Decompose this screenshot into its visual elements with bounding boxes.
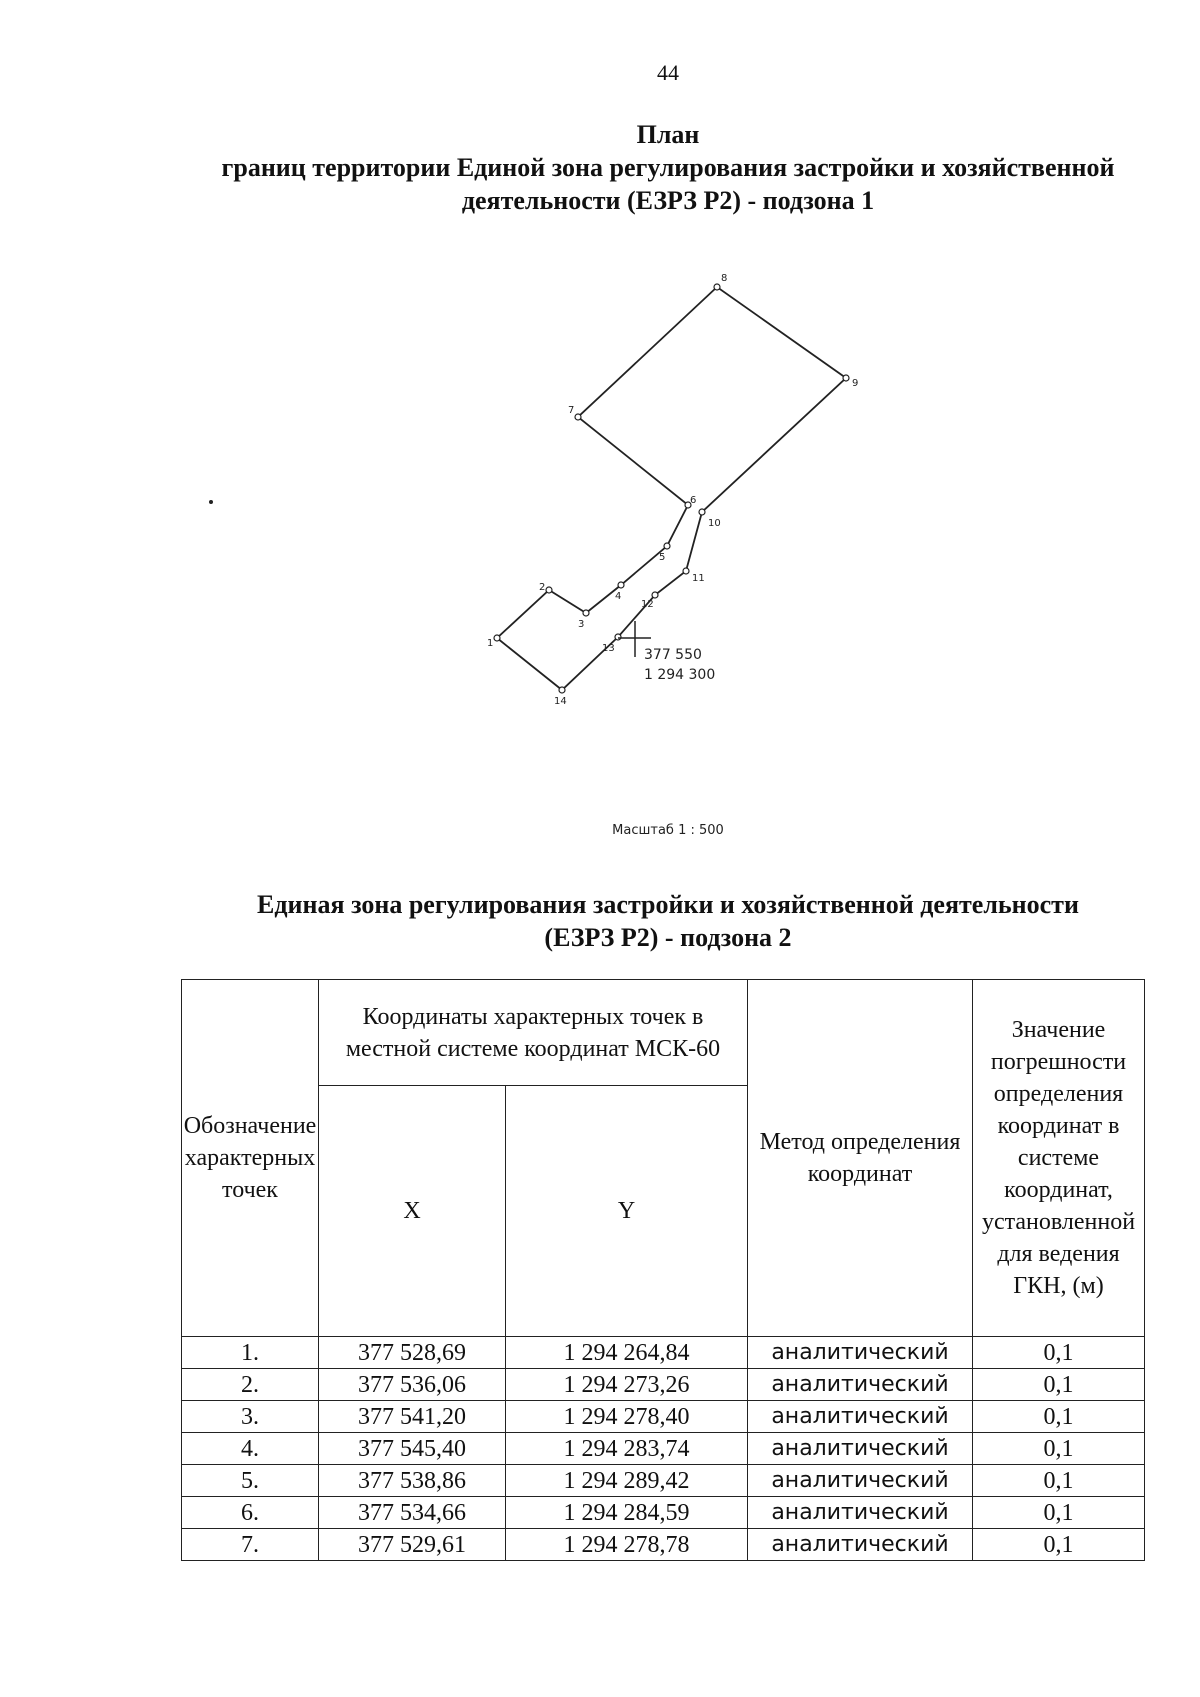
plan-title-line-2: границ территории Единой зона регулирования застройки и хозяйственной bbox=[221, 153, 1115, 182]
vertex-label: 13 bbox=[602, 643, 615, 654]
vertex-label: 3 bbox=[578, 619, 585, 630]
cell-error: 0,1 bbox=[973, 1401, 1145, 1433]
cell-point-number: 3. bbox=[182, 1401, 319, 1433]
vertex-label: 12 bbox=[641, 599, 654, 610]
cell-method: аналитический bbox=[748, 1369, 973, 1401]
table-body bbox=[182, 1337, 1145, 1561]
boundary-line bbox=[497, 287, 846, 690]
cell-error: 0,1 bbox=[973, 1337, 1145, 1369]
cell-error: 0,1 bbox=[973, 1497, 1145, 1529]
cell-x: 377 541,20 bbox=[319, 1401, 506, 1433]
header-designation: Обозначение характерных точек bbox=[182, 980, 319, 1337]
header-error: Значение погрешности определения координат в системе координат, установленной для ведения ГКН, (м) bbox=[973, 980, 1145, 1337]
table-row bbox=[182, 1497, 1145, 1529]
vertex-marker bbox=[683, 568, 689, 574]
header-y: Y bbox=[506, 1086, 748, 1337]
vertex-label: 6 bbox=[690, 495, 697, 506]
cell-y: 1 294 283,74 bbox=[506, 1433, 748, 1465]
cell-x: 377 528,69 bbox=[319, 1337, 506, 1369]
table-row bbox=[182, 1401, 1145, 1433]
cell-method: аналитический bbox=[748, 1401, 973, 1433]
cell-point-number: 4. bbox=[182, 1433, 319, 1465]
boundary-vertex-labels bbox=[487, 273, 858, 707]
boundary-polygon bbox=[497, 287, 846, 690]
page-number: 44 bbox=[657, 60, 679, 85]
cell-y: 1 294 278,40 bbox=[506, 1401, 748, 1433]
cell-method: аналитический bbox=[748, 1497, 973, 1529]
vertex-marker bbox=[546, 587, 552, 593]
vertex-marker bbox=[618, 582, 624, 588]
table-row bbox=[182, 1369, 1145, 1401]
vertex-label: 9 bbox=[852, 378, 859, 389]
coordinates-table bbox=[181, 979, 1145, 1561]
vertex-label: 5 bbox=[659, 552, 666, 563]
cell-method: аналитический bbox=[748, 1465, 973, 1497]
cell-point-number: 6. bbox=[182, 1497, 319, 1529]
cell-y: 1 294 273,26 bbox=[506, 1369, 748, 1401]
cell-y: 1 294 284,59 bbox=[506, 1497, 748, 1529]
reference-x-label: 377 550 bbox=[644, 647, 702, 663]
vertex-marker bbox=[664, 543, 670, 549]
scale-label: Масштаб 1 : 500 bbox=[612, 823, 724, 838]
table-title-line-2: (ЕЗРЗ Р2) - подзона 2 bbox=[544, 923, 792, 952]
cell-error: 0,1 bbox=[973, 1433, 1145, 1465]
vertex-label: 2 bbox=[539, 582, 546, 593]
table-row bbox=[182, 1529, 1145, 1561]
cell-point-number: 2. bbox=[182, 1369, 319, 1401]
header-method: Метод определения координат bbox=[748, 980, 973, 1337]
cell-y: 1 294 278,78 bbox=[506, 1529, 748, 1561]
cell-y: 1 294 289,42 bbox=[506, 1465, 748, 1497]
table-section-title bbox=[0, 888, 1200, 954]
cell-method: аналитический bbox=[748, 1433, 973, 1465]
vertex-label: 14 bbox=[554, 696, 567, 707]
cell-error: 0,1 bbox=[973, 1369, 1145, 1401]
vertex-marker bbox=[559, 687, 565, 693]
vertex-label: 10 bbox=[708, 518, 721, 529]
cell-x: 377 536,06 bbox=[319, 1369, 506, 1401]
table-header-row bbox=[182, 980, 1145, 1086]
vertex-marker bbox=[575, 414, 581, 420]
cell-x: 377 529,61 bbox=[319, 1529, 506, 1561]
vertex-marker bbox=[494, 635, 500, 641]
boundary-vertices bbox=[494, 284, 849, 693]
vertex-label: 4 bbox=[615, 591, 622, 602]
table-row bbox=[182, 1337, 1145, 1369]
cell-error: 0,1 bbox=[973, 1465, 1145, 1497]
header-coordinates: Координаты характерных точек в местной системе координат МСК-60 bbox=[319, 980, 748, 1086]
cell-x: 377 545,40 bbox=[319, 1433, 506, 1465]
cell-x: 377 534,66 bbox=[319, 1497, 506, 1529]
cell-point-number: 5. bbox=[182, 1465, 319, 1497]
table-title-line-1: Единая зона регулирования застройки и хозяйственной деятельности bbox=[257, 890, 1079, 919]
cell-y: 1 294 264,84 bbox=[506, 1337, 748, 1369]
plan-title-line-1: План bbox=[636, 120, 700, 149]
header-x: X bbox=[319, 1086, 506, 1337]
vertex-marker bbox=[843, 375, 849, 381]
cell-method: аналитический bbox=[748, 1529, 973, 1561]
vertex-marker bbox=[583, 610, 589, 616]
cell-point-number: 1. bbox=[182, 1337, 319, 1369]
stray-dot bbox=[209, 500, 213, 504]
cell-point-number: 7. bbox=[182, 1529, 319, 1561]
plan-title-line-3: деятельности (ЕЗРЗ Р2) - подзона 1 bbox=[461, 186, 875, 215]
vertex-marker bbox=[652, 592, 658, 598]
cell-x: 377 538,86 bbox=[319, 1465, 506, 1497]
table-row bbox=[182, 1465, 1145, 1497]
vertex-label: 7 bbox=[568, 405, 575, 416]
table-row bbox=[182, 1433, 1145, 1465]
cell-method: аналитический bbox=[748, 1337, 973, 1369]
cell-error: 0,1 bbox=[973, 1529, 1145, 1561]
reference-y-label: 1 294 300 bbox=[644, 667, 716, 683]
vertex-marker bbox=[714, 284, 720, 290]
vertex-marker bbox=[699, 509, 705, 515]
vertex-label: 11 bbox=[692, 573, 705, 584]
vertex-label: 1 bbox=[487, 638, 494, 649]
vertex-label: 8 bbox=[721, 273, 728, 284]
vertex-marker bbox=[615, 634, 621, 640]
